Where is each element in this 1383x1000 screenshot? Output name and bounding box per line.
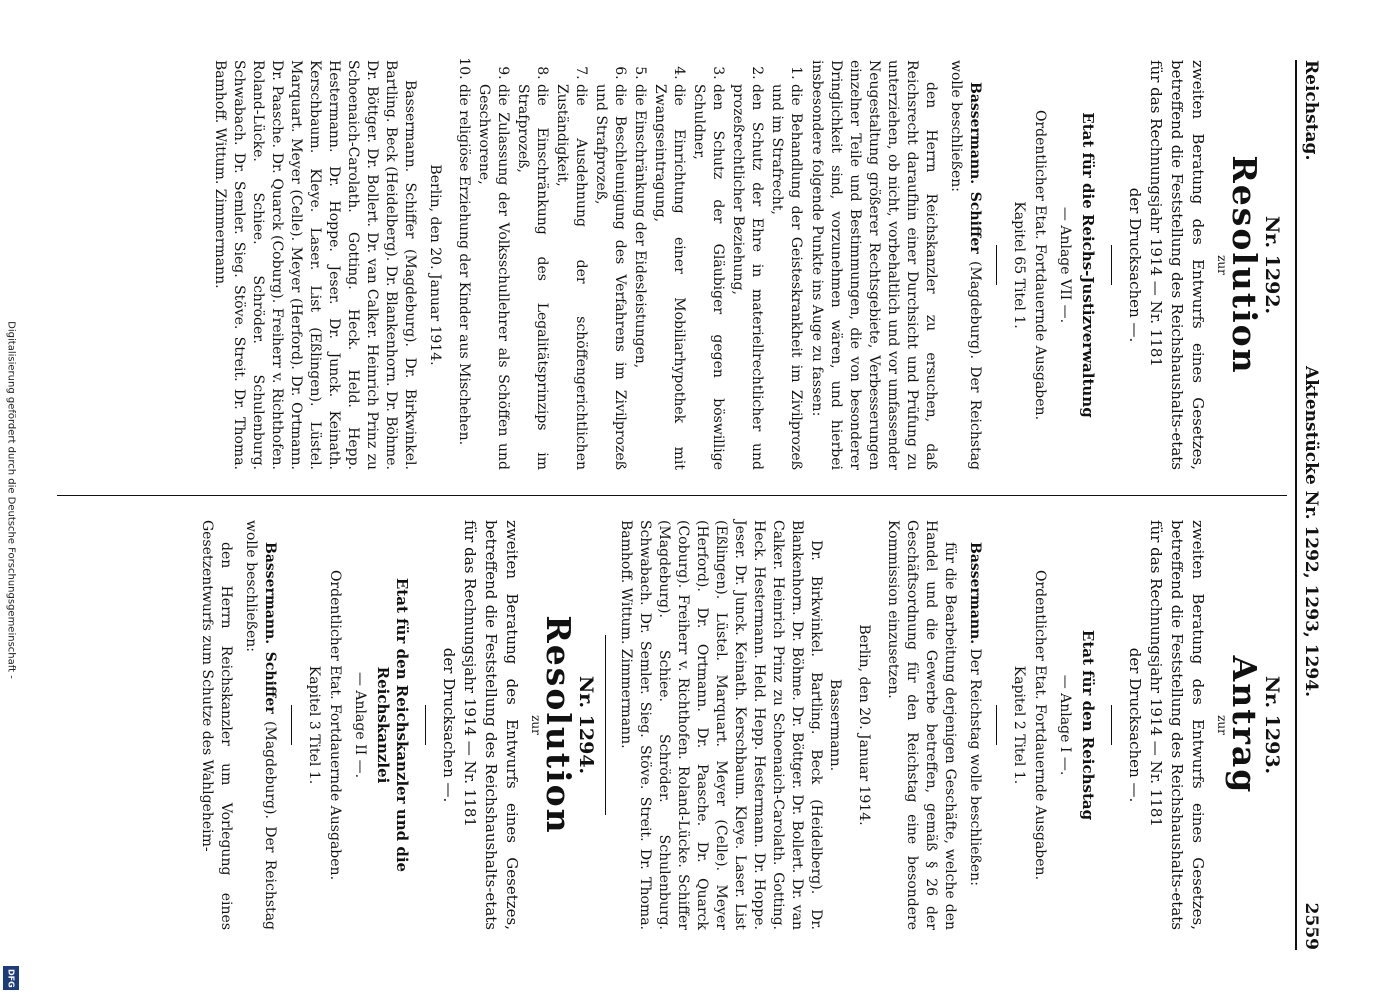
column-rule (57, 495, 1287, 496)
doc1292-mover: Bassermann. Schiffer (967, 82, 983, 254)
doc1294-zur: zur (529, 715, 543, 735)
doc1293-mover: Bassermann. (967, 542, 983, 645)
column-right (47, 520, 1287, 930)
list-item: 4. die Einrichtung einer Mobiliarhypothek mit Zwangseintragung, (650, 84, 688, 470)
doc1294-intro-rest: (Magdeburg). Der Reichstag wolle beschließen: (243, 520, 278, 930)
doc1293-intro-rest: Der Reichstag wolle beschließen: (967, 648, 983, 886)
header-rule (1295, 60, 1297, 950)
digitization-note-text: Digitalisierung gefördert durch die Deutsche Forschungsgemeinschaft - (5, 321, 17, 679)
doc1292-signers: Bassermann. Schiffer (Magdeburg). Dr. Birkwinkel. Bartling. Beck (Heidelberg). Dr. Blankenhorn. Dr. Böhme. Dr. Böttger. Dr. Bollert. Dr. van Calker. Heinrich Prinz zu Schoenaich-Carolath. Gotting. Heck. Held. Hepp. Hestermann. Dr. Hoppe. Jeser. Dr. Junck. Keinath. Kerschbaum. Kleye. Laser. List (Eßlingen). Lüstel. Marquart. Meyer (Celle). Meyer (Herford). Dr. Ortmann. Dr. Paasche. Dr. Quarck (Coburg). Freiherr v. Richthofen. Roland-Lücke. Schiee. Schröder. Schulenburg. Schwabach. Dr. Semler. Sieg. Stöve. Streit. Dr. Thoma. Bamhoff. Wittum. Zimmermann. (212, 60, 418, 470)
doc1293-subject (1124, 520, 1208, 930)
doc1293-intro (965, 520, 984, 930)
running-head (1301, 60, 1327, 950)
divider (1111, 245, 1112, 285)
doc1293-number: Nr. 1293. (1261, 675, 1283, 775)
doc1292-date: Berlin, den 20. Januar 1914. (427, 164, 443, 366)
list-item: 8. die Einschränkung des Legalitätsprinzips im Strafprozeß, (513, 84, 551, 470)
doc1293-date: Berlin, den 20. Januar 1914. (856, 624, 872, 826)
divider (291, 705, 292, 745)
doc1294-mover: Bassermann. Schiffer (262, 542, 278, 714)
divider (425, 705, 426, 745)
dfg-logo: DFG (3, 966, 19, 990)
doc1293-subject-text: zweiten Beratung des Entwurfs eines Gesetzes, betreffend die Feststellung des Reichshaushalts-etats für das Rechnungsjahr 1914 — Nr. 1181 (1147, 520, 1207, 930)
doc1294-kapitel: Kapitel 3 Titel 1. (306, 665, 322, 785)
doc1293-ordentl: Ordentlicher Etat. Fortdauernde Ausgaben. (1032, 569, 1048, 881)
doc1294-ordentl: Ordentlicher Etat. Fortdauernde Ausgaben. (327, 569, 343, 881)
doc1294-etat-title: Etat für den Reichskanzler und die Reichskanzlei (374, 577, 411, 873)
list-item: 9. die Zulassung der Volksschullehrer als Schöffen und Geschworene, (474, 84, 512, 470)
doc1294-heading: Resolution (539, 615, 578, 835)
doc1293-subject-end: der Drucksachen —. (1126, 647, 1144, 803)
doc1294-body: den Herrn Reichskanzler um Vorlegung eines Gesetzentwurfs zum Schutze des Wahlgeheim- (199, 520, 234, 930)
doc1292-zur: zur (1215, 255, 1229, 275)
doc1293-anlage: — Anlage I —. (1057, 674, 1073, 776)
list-item: 3. den Schutz der Gläubiger gegen böswillige Schuldner, (689, 84, 727, 470)
column-left (47, 60, 1287, 470)
doc1292-subject-text: zweiten Beratung des Entwurfs eines Gesetzes, betreffend die Feststellung des Reichshaushalts-etats für das Rechnungsjahr 1914 — Nr. 1181 (1147, 60, 1207, 470)
list-item: 6. die Beschleunigung des Verfahrens im Zivilprozeß und Strafprozeß, (591, 84, 629, 470)
doc1292-kapitel: Kapitel 65 Titel 1. (1011, 201, 1027, 329)
doc1294-intro (241, 520, 279, 930)
doc1292-number: Nr. 1292. (1261, 215, 1283, 315)
doc1292-subject-end: der Drucksachen —. (1126, 187, 1144, 343)
doc1292-body: den Herrn Reichskanzler zu ersuchen, daß Reichsrecht daraufhin einer Durchsicht und Prüfung zu unterziehen, ob nicht, vorbehaltlich und vor umfassender Neugestaltung größerer Rechtsgebiete, Verbesserungen einzelner Teile und Bestimmungen, die von besonderer Dringlichkeit sind, vorzunehmen wären, und hierbei insbesondere folgende Punkte ins Auge zu fassen: (809, 60, 939, 470)
running-head-center: Aktenstücke Nr. 1292, 1293, 1294. (1301, 366, 1321, 697)
doc1294-number: Nr. 1294. (575, 675, 597, 775)
doc1293-zur: zur (1215, 715, 1229, 735)
doc1294-subject (438, 520, 522, 930)
doc1294-subject-text: zweiten Beratung des Entwurfs eines Gesetzes, betreffend die Feststellung des Reichshaushalts-etats für das Rechnungsjahr 1914 — Nr. 1181 (461, 520, 521, 930)
list-item: 7. die Ausdehnung der schöffengerichtlichen Zuständigkeit, (552, 84, 590, 470)
section-divider (605, 635, 606, 815)
doc1292-anlage: — Anlage VII —. (1057, 206, 1073, 324)
doc1293-heading: Antrag (1225, 655, 1264, 795)
doc1293-etat-title: Etat für den Reichstag (1079, 629, 1097, 821)
list-item: 10. die religiöse Erziehung der Kinder aus Mischehen. (454, 84, 473, 470)
doc1292-intro (946, 60, 984, 470)
divider (1111, 705, 1112, 745)
page-number: 2559 (1301, 902, 1321, 950)
doc1293-kapitel: Kapitel 2 Titel 1. (1011, 665, 1027, 785)
running-head-left: Reichstag. (1301, 60, 1321, 161)
doc1292-item-list (454, 60, 805, 470)
doc1292-etat-title: Etat für die Reichs-Justizverwaltung (1079, 112, 1097, 418)
doc1292-subject (1124, 60, 1208, 470)
list-item: 2. den Schutz der Ehre in materiellrechtlicher und prozeßrechtlicher Beziehung, (728, 84, 766, 470)
doc1292-intro-rest: (Magdeburg). Der Reichstag wolle beschließen: (948, 60, 983, 470)
doc1294-subject-end: der Drucksachen —. (440, 647, 458, 803)
doc1293-sign: Bassermann. (827, 678, 843, 772)
divider (996, 245, 997, 285)
doc1293-signers: Dr. Birkwinkel. Bartling. Beck (Heidelberg). Dr. Blankenhorn. Dr. Böhme. Dr. Böttger. Dr. Bollert. Dr. van Calker. Heinrich Prinz zu Schoenaich-Carolath. Gotting. Heck. Hestermann. Held. Hepp. Hestermann. Dr. Hoppe. Jeser. Dr. Junck. Keinath. Kerschbaum. Kleye. Laser. List (Eßlingen). Lüstel. Marquart. Meyer (Celle). Meyer (Herford). Dr. Ortmann. Dr. Paasche. Dr. Quarck (Coburg). Freiherr v. Richthofen. Roland-Lücke. Schiffer (Magdeburg). Schiee. Schröder. Schulenburg. Schwabach. Dr. Semler. Sieg. Stöve. Streit. Dr. Thoma. Bamhoff. Wittum. Zimmermann. (618, 520, 824, 930)
divider (996, 705, 997, 745)
doc1294-anlage: — Anlage II —. (352, 671, 368, 779)
doc1292-heading: Resolution (1225, 155, 1264, 375)
doc1293-body: für die Bearbeitung derjenigen Geschäfte, welche den Handel und die Gewerbe betreffen, gemäß § 26 der Geschäftsordnung für den Reichstag eine besondere Kommission einzusetzen. (885, 520, 958, 930)
list-item: 1. die Behandlung der Geisteskrankheit im Zivilprozeß und im Strafrecht, (767, 84, 805, 470)
list-item: 5. die Einschränkung der Eidesleistungen, (630, 84, 649, 470)
doc1292-ordentl: Ordentlicher Etat. Fortdauernde Ausgaben. (1032, 109, 1048, 421)
